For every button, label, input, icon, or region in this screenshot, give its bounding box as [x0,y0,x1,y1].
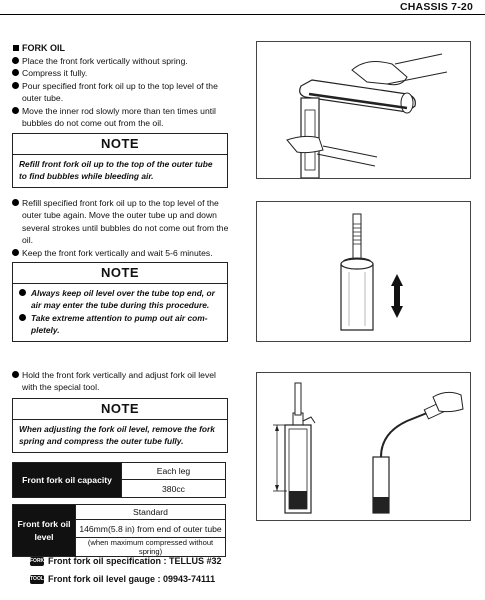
steps-list-c [12,369,230,394]
list-item: Hold the front fork vertically and adjust fork oil level with the special tool. [12,369,230,394]
header-rule [0,14,485,15]
level-gauge-line [30,574,215,584]
note-box-1 [12,133,228,188]
bullet-icon [12,82,19,89]
steps-list-a [12,55,230,129]
oil-specification-line [30,556,222,566]
list-item: Keep the front fork vertically and wait 5-6 minutes. [12,247,230,259]
bullet-icon [19,289,26,296]
pouring-oil-illustration [257,42,470,178]
bullet-icon [12,107,19,114]
list-item: Pour specified front fork oil up to the top level of the outer tube. [12,80,230,105]
capacity-label: Front fork oil capacity [13,463,122,498]
section-heading [13,43,65,53]
page-header-title: CHASSIS 7-20 [399,1,473,13]
note-text: Refill front fork oil up to the top of the outer tube to find bubbles while bleeding air. [19,159,213,182]
level-value: 146mm(5.8 in) from end of outer tube [76,520,226,538]
figure-pouring-oil [256,41,471,179]
list-item: Compress it fully. [12,67,230,79]
bullet-icon [12,249,19,256]
note-box-3 [12,398,228,453]
section-heading-text: FORK OIL [22,43,65,53]
level-label: Front fork oil level [13,505,76,557]
steps-list-b [12,197,230,259]
square-bullet-icon [13,45,19,51]
bullet-icon [12,57,19,64]
bullet-icon [12,199,19,206]
level-spec-table [12,504,226,557]
stroke-tube-illustration [257,202,470,341]
note-title: NOTE [13,399,227,420]
list-item: Take extreme attention to pump out air com-pletely. [19,312,221,337]
note-items [13,284,227,341]
note-box-2 [12,262,228,342]
bullet-icon [19,314,26,321]
note-title: NOTE [13,263,227,284]
oil-level-gauge-illustration [257,373,470,520]
tool-icon: TOOL [30,575,44,582]
level-header: Standard [76,505,226,520]
list-item: Always keep oil level over the tube top end, or air may enter the tube during this procedure. [19,287,221,312]
figure-stroke-tube [256,201,471,342]
capacity-spec-table [12,462,226,498]
capacity-header: Each leg [122,463,226,480]
level-gauge-text: Front fork oil level gauge : 09943-74111 [48,574,216,584]
bullet-icon [12,69,19,76]
list-item: Place the front fork vertically without spring. [12,55,230,67]
note-text: When adjusting the fork oil level, remove the fork spring and compress the outer tube fully. [19,424,215,447]
capacity-value: 380cc [122,480,226,498]
list-item: Move the inner rod slowly more than ten times until bubbles do not come out from the oil. [12,105,230,130]
figure-oil-level-gauge [256,372,471,521]
level-condition: (when maximum compressed without spring) [76,538,226,557]
note-title: NOTE [13,134,227,155]
bullet-icon [12,371,19,378]
list-item: Refill specified front fork oil up to the top level of the outer tube again. Move the outer tube up and down several strokes until bubbles do not come out from the oil. [12,197,230,247]
fork-oil-icon: FORK [30,557,45,564]
oil-specification-text: Front fork oil specification : TELLUS #32 [48,556,222,566]
